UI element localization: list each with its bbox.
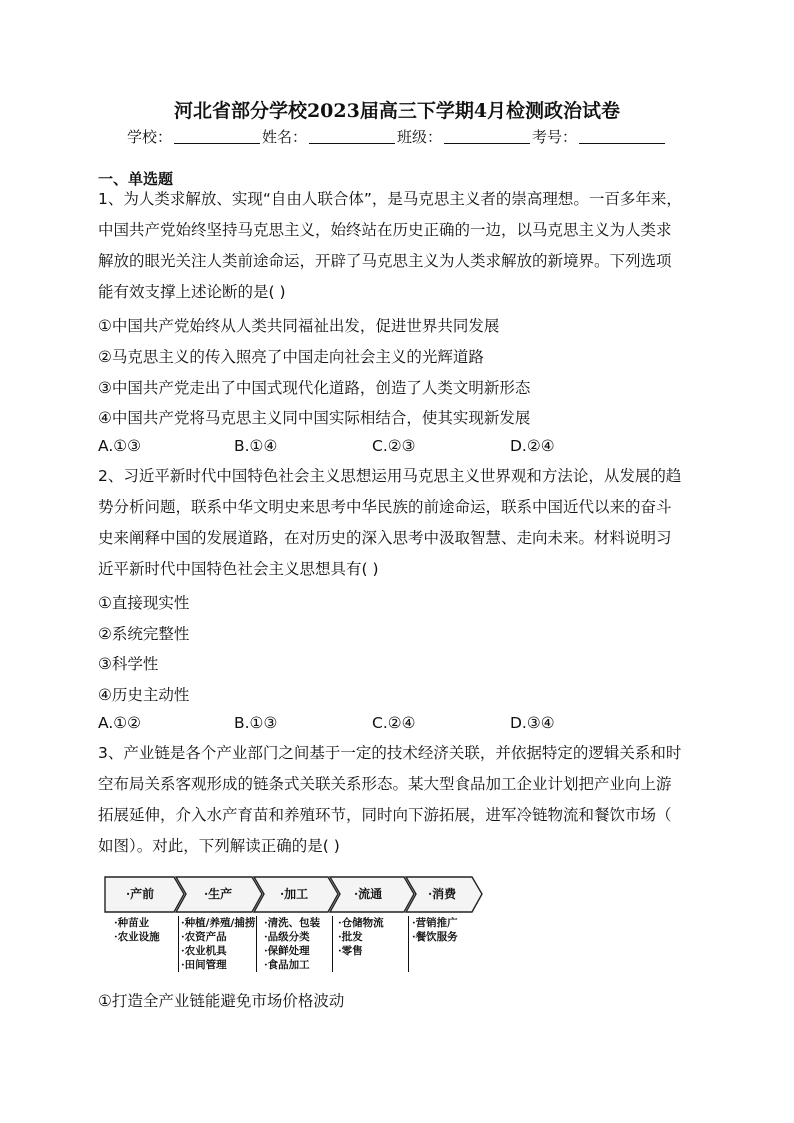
- number-blank[interactable]: [579, 129, 665, 144]
- column-divider: [408, 916, 409, 972]
- question-2-stem-line: 势分析问题，联系中华文明史来思考中华民族的前途命运，联系中国近代以来的奋斗: [98, 498, 672, 516]
- question-2-stem-line: 史来阐释中国的发展道路，在对历史的深入思考中汲取智慧、走向未来。材料说明习: [98, 529, 672, 547]
- industry-chain-figure: [104, 876, 484, 976]
- column-pre-production: [114, 916, 160, 944]
- question-2-stem-line: 2、习近平新时代中国特色社会主义思想运用马克思主义世界观和方法论，从发展的趋: [98, 467, 682, 485]
- column-item: ·农资产品: [181, 931, 227, 943]
- stage-label-processing: ·加工: [280, 887, 309, 901]
- question-1-statement-2: ②马克思主义的传入照亮了中国走向社会主义的光辉道路: [98, 348, 484, 366]
- question-2-stem: [98, 461, 698, 585]
- column-processing: [264, 916, 320, 972]
- question-3-stem: [98, 738, 698, 862]
- column-item: ·保鲜处理: [264, 945, 310, 957]
- section-title: 一、单选题: [98, 170, 174, 188]
- stage-label-pre-production: ·产前: [126, 887, 155, 901]
- question-2-options: [98, 714, 658, 736]
- column-production: [181, 916, 255, 972]
- column-item: ·批发: [338, 931, 363, 943]
- column-item: ·种植/养殖/捕捞: [181, 917, 256, 929]
- stage-label-consumption: ·消费: [428, 887, 457, 901]
- question-1-stem-line: 能有效支撑上述论断的是( ): [98, 283, 286, 301]
- class-label: 班级：: [397, 128, 443, 146]
- question-1-options: [98, 437, 658, 459]
- question-1-stem-line: 解放的眼光关注人类前途命运，开辟了马克思主义为人类求解放的新境界。下列选项: [98, 252, 672, 270]
- column-item: ·仓储物流: [338, 917, 384, 929]
- column-item: ·田间管理: [181, 959, 227, 971]
- column-circulation: [338, 916, 384, 958]
- question-3-stem-line: 如图）。对此，下列解读正确的是( ): [98, 837, 340, 855]
- name-label: 姓名：: [261, 128, 307, 146]
- question-1-stem: [98, 184, 698, 308]
- question-1-statement-1: ①中国共产党始终从人类共同福祉出发，促进世界共同发展: [98, 317, 500, 335]
- question-2-option-b[interactable]: B.①③: [234, 714, 278, 732]
- question-3-stem-line: 3、产业链是各个产业部门之间基于一定的技术经济关联，并依据特定的逻辑关系和时: [98, 744, 682, 762]
- school-blank[interactable]: [174, 129, 260, 144]
- question-2-option-d[interactable]: D.③④: [510, 714, 555, 732]
- question-2-stem-line: 近平新时代中国特色社会主义思想具有( ): [98, 560, 379, 578]
- school-label: 学校：: [126, 128, 172, 146]
- column-divider: [256, 916, 257, 972]
- class-blank[interactable]: [444, 129, 530, 144]
- question-2-statement-3: ③科学性: [98, 655, 159, 673]
- question-2-option-c[interactable]: C.②④: [372, 714, 416, 732]
- question-1-option-d[interactable]: D.②④: [510, 437, 555, 455]
- column-item: ·农业机具: [181, 945, 227, 957]
- column-item: ·餐饮服务: [412, 931, 458, 943]
- question-1-statement-4: ④中国共产党将马克思主义同中国实际相结合，使其实现新发展: [98, 409, 531, 427]
- question-1-option-c[interactable]: C.②③: [372, 437, 416, 455]
- column-divider: [332, 916, 333, 972]
- stage-label-production: ·生产: [204, 887, 233, 901]
- stage-label-circulation: ·流通: [354, 887, 383, 901]
- column-item: ·营销推广: [412, 917, 458, 929]
- question-3-stem-line: 拓展延伸，介入水产育苗和养殖环节，同时向下游拓展，进军冷链物流和餐饮市场（: [98, 806, 672, 824]
- question-3-stem-line: 空布局关系客观形成的链条式关联关系形态。某大型食品加工企业计划把产业向上游: [98, 775, 672, 793]
- question-2-statement-2: ②系统完整性: [98, 625, 190, 643]
- column-item: ·零售: [338, 945, 363, 957]
- question-1-stem-line: 1、为人类求解放、实现“自由人联合体”，是马克思主义者的崇高理想。一百多年来，: [98, 190, 682, 208]
- name-blank[interactable]: [309, 129, 395, 144]
- question-1-stem-line: 中国共产党始终坚持马克思主义，始终站在历史正确的一边，以马克思主义为人类求: [98, 221, 672, 239]
- column-item: ·食品加工: [264, 959, 310, 971]
- question-3-statement-1: ①打造全产业链能避免市场价格波动: [98, 992, 345, 1010]
- question-1-option-a[interactable]: A.①③: [98, 437, 142, 455]
- column-item: ·清洗、包装: [264, 917, 321, 929]
- question-2-statement-4: ④历史主动性: [98, 686, 190, 704]
- question-2-statement-1: ①直接现实性: [98, 594, 190, 612]
- exam-title: 河北省部分学校2023届高三下学期4月检测政治试卷: [173, 100, 621, 122]
- question-1-option-b[interactable]: B.①④: [234, 437, 278, 455]
- column-item: ·品级分类: [264, 931, 310, 943]
- column-item: ·农业设施: [114, 931, 160, 943]
- column-consumption: [412, 916, 458, 944]
- column-divider: [178, 916, 179, 972]
- question-2-option-a[interactable]: A.①②: [98, 714, 142, 732]
- column-item: ·种苗业: [114, 917, 150, 929]
- student-info-line: [0, 126, 794, 147]
- number-label: 考号：: [532, 128, 578, 146]
- question-1-statement-3: ③中国共产党走出了中国式现代化道路，创造了人类文明新形态: [98, 379, 531, 397]
